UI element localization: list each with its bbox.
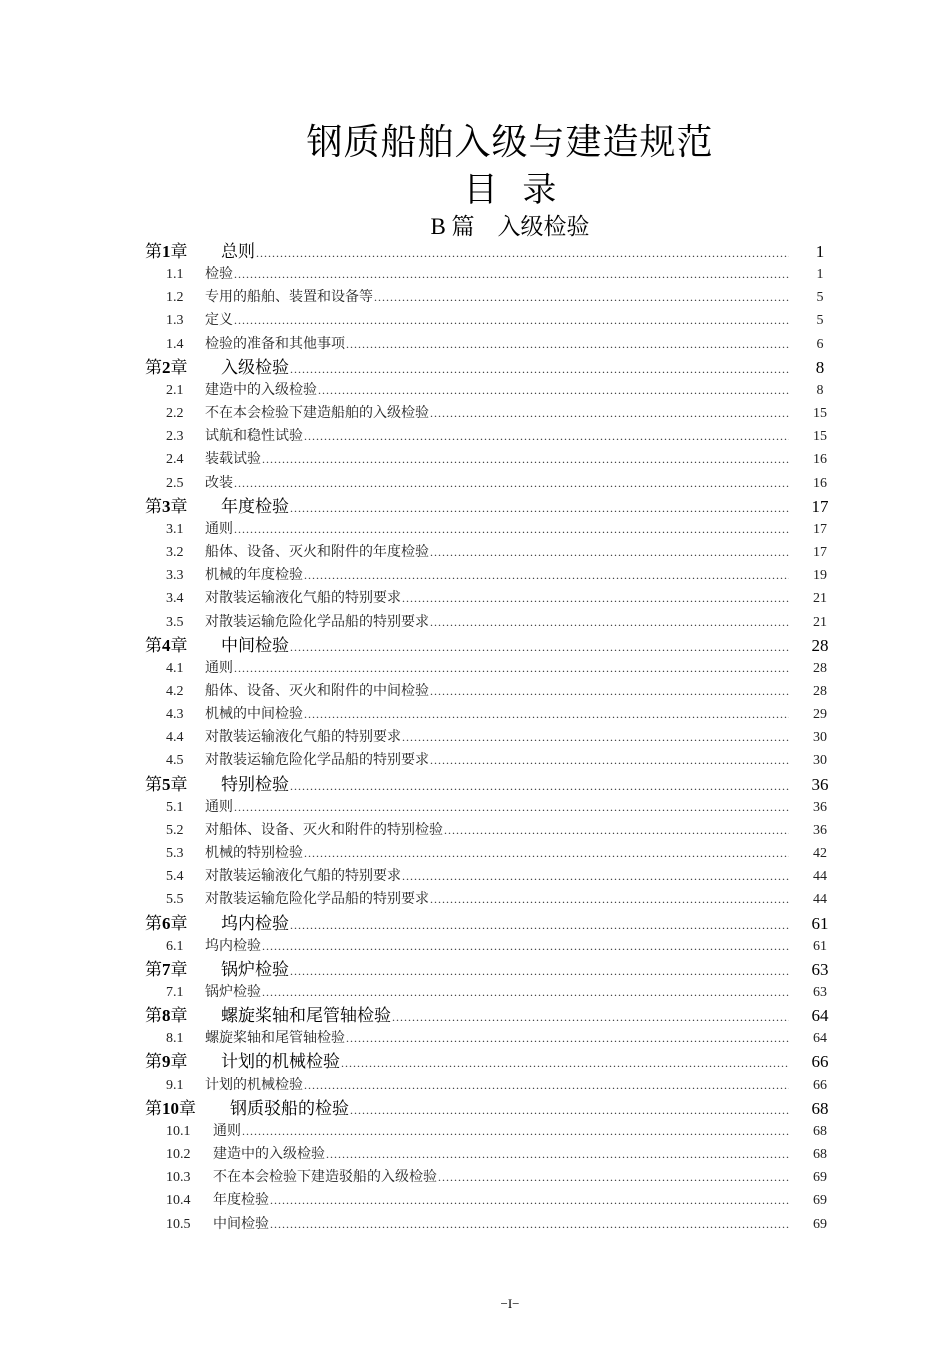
chapter-label: [145, 773, 221, 797]
section-title[interactable]: 检验: [205, 266, 233, 283]
page-number: 6: [816, 336, 824, 352]
chapter-number: 9: [162, 1052, 171, 1072]
page-number: 68: [813, 1123, 827, 1139]
section-entry[interactable]: [145, 611, 835, 634]
dot-leader: [402, 726, 789, 749]
section-title[interactable]: 建造中的入级检验: [205, 381, 317, 398]
dot-leader: [304, 564, 789, 587]
section-title[interactable]: 年度检验: [213, 1192, 269, 1209]
section-number: 5.1: [166, 799, 184, 815]
section-entry[interactable]: [145, 819, 835, 842]
chapter-number: 2: [162, 357, 171, 377]
section-title[interactable]: 坞内检验: [205, 937, 261, 954]
section-number: 7.1: [166, 985, 184, 1000]
page-number: 28: [811, 635, 829, 655]
section-entry[interactable]: [145, 1143, 835, 1166]
section-title[interactable]: 中间检验: [213, 1215, 269, 1232]
dot-leader: [234, 518, 789, 541]
chapter-suffix: 章: [170, 1052, 188, 1073]
section-entry[interactable]: [145, 1027, 835, 1050]
page-number: 17: [813, 545, 827, 561]
chapter-entry[interactable]: [145, 912, 835, 935]
section-number: 2.1: [166, 382, 184, 398]
chapter-prefix: 第: [145, 774, 162, 795]
chapter-label: [145, 495, 221, 519]
chapter-label: [145, 1050, 221, 1074]
dot-leader: [430, 611, 789, 634]
chapter-suffix: 章: [170, 913, 188, 934]
chapter-prefix: 第: [145, 1098, 162, 1119]
dot-leader: [290, 497, 789, 520]
section-number: 3.3: [166, 568, 184, 584]
page-number: 28: [813, 660, 827, 676]
section-entry[interactable]: [145, 796, 835, 819]
section-number: 2.5: [166, 475, 184, 491]
page-number: 69: [813, 1170, 827, 1186]
chapter-suffix: 章: [170, 959, 188, 980]
page-number: 5: [816, 290, 824, 306]
page-number: 1: [816, 267, 824, 283]
chapter-suffix: 章: [170, 1006, 188, 1027]
dot-leader: [304, 842, 789, 865]
page-number: 8: [815, 357, 825, 377]
chapter-number: 7: [162, 959, 171, 979]
dot-leader: [430, 749, 789, 772]
section-number: 10.2: [166, 1147, 191, 1163]
page-number: 68: [813, 1147, 827, 1163]
section-entry[interactable]: [145, 935, 835, 958]
section-entry[interactable]: [145, 1189, 835, 1212]
dot-leader: [304, 1074, 789, 1097]
section-entry[interactable]: [145, 1213, 835, 1236]
section-title[interactable]: 船体、设备、灭火和附件的年度检验: [205, 544, 429, 561]
page-number: 21: [813, 614, 827, 630]
chapter-prefix: 第: [145, 913, 162, 934]
section-title[interactable]: 对散装运输危险化学品船的特别要求: [205, 891, 429, 908]
chapter-prefix: 第: [145, 959, 162, 980]
chapter-label: [145, 1004, 221, 1028]
section-entry[interactable]: [145, 680, 835, 703]
section-title[interactable]: 锅炉检验: [205, 984, 261, 1000]
chapter-label: [145, 958, 221, 982]
dot-leader: [430, 541, 789, 564]
page-number: 64: [813, 1031, 827, 1047]
dot-leader: [402, 865, 789, 888]
chapter-title[interactable]: 计划的机械检验: [221, 1052, 340, 1073]
section-number: 1.4: [166, 336, 184, 352]
chapter-label: [145, 912, 221, 936]
page-number: 66: [813, 1077, 827, 1093]
chapter-entry[interactable]: [145, 634, 835, 657]
dot-leader: [290, 914, 789, 937]
section-entry[interactable]: [145, 472, 835, 495]
chapter-title[interactable]: 特别检验: [221, 774, 289, 795]
page-number: 16: [813, 475, 827, 491]
page-number: 1: [815, 242, 825, 261]
dot-leader: [444, 819, 789, 842]
section-number: 3.1: [166, 521, 184, 537]
page-number: 68: [811, 1098, 829, 1118]
chapter-number: 8: [162, 1006, 171, 1026]
dot-leader: [304, 425, 789, 448]
section-number: 4.4: [166, 730, 184, 746]
dot-leader: [350, 1099, 789, 1122]
part-heading: B 篇 入级检验: [430, 214, 590, 239]
section-entry[interactable]: [145, 518, 835, 541]
dot-leader: [234, 796, 789, 819]
chapter-prefix: 第: [145, 1006, 162, 1027]
page-number: 42: [813, 846, 827, 862]
section-title[interactable]: 机械的特别检验: [205, 845, 303, 862]
section-title[interactable]: 船体、设备、灭火和附件的中间检验: [205, 682, 429, 699]
chapter-number: 4: [162, 635, 171, 655]
section-number: 10.4: [166, 1193, 191, 1209]
dot-leader: [346, 333, 789, 356]
toc-heading: 目 录: [463, 170, 557, 210]
page-number: 66: [811, 1052, 829, 1072]
section-entry[interactable]: [145, 263, 835, 286]
chapter-label: [145, 634, 221, 658]
section-entry[interactable]: [145, 425, 835, 448]
section-number: 4.3: [166, 707, 184, 723]
section-entry[interactable]: [145, 286, 835, 309]
section-entry[interactable]: [145, 981, 835, 1004]
section-title[interactable]: 试航和稳性试验: [205, 428, 303, 445]
chapter-number: 5: [162, 774, 171, 794]
section-entry[interactable]: [145, 309, 835, 332]
section-entry[interactable]: [145, 1166, 835, 1189]
page-number: 16: [813, 452, 827, 468]
chapter-suffix: 章: [179, 1098, 196, 1119]
page-number: 29: [813, 707, 827, 723]
section-title[interactable]: 对散装运输液化气船的特别要求: [205, 729, 401, 746]
page-number-footer: −I−: [500, 1296, 520, 1311]
chapter-prefix: 第: [145, 357, 162, 378]
section-number: 4.5: [166, 753, 184, 769]
dot-leader: [262, 448, 789, 471]
section-entry[interactable]: [145, 402, 835, 425]
chapter-entry[interactable]: [145, 240, 835, 263]
chapter-title[interactable]: 钢质驳船的检验: [230, 1098, 349, 1119]
section-number: 1.2: [166, 290, 184, 306]
page-number: 61: [811, 913, 829, 933]
dot-leader: [374, 286, 789, 309]
section-entry[interactable]: [145, 448, 835, 471]
page-number: 30: [813, 753, 827, 769]
chapter-number: 3: [162, 496, 171, 516]
section-title[interactable]: 对船体、设备、灭火和附件的特别检验: [205, 821, 443, 838]
chapter-entry[interactable]: [145, 356, 835, 379]
dot-leader: [234, 657, 789, 680]
page-number: 64: [811, 1006, 829, 1026]
chapter-prefix: 第: [145, 242, 162, 262]
section-entry[interactable]: [145, 865, 835, 888]
page-number: 30: [813, 730, 827, 746]
chapter-prefix: 第: [145, 1052, 162, 1073]
page-number: 19: [813, 568, 827, 584]
chapter-prefix: 第: [145, 635, 162, 656]
chapter-title[interactable]: 中间检验: [221, 635, 289, 656]
chapter-number: 1: [162, 242, 171, 261]
section-entry[interactable]: [145, 587, 835, 610]
dot-leader: [402, 587, 789, 610]
chapter-entry[interactable]: [145, 958, 835, 981]
chapter-suffix: 章: [170, 496, 188, 517]
section-title[interactable]: 通则: [205, 520, 233, 537]
dot-leader: [290, 775, 789, 798]
section-entry[interactable]: [145, 703, 835, 726]
chapter-title[interactable]: 锅炉检验: [221, 959, 289, 980]
page-number: 63: [811, 959, 829, 979]
page-number: 28: [813, 683, 827, 699]
chapter-suffix: 章: [170, 357, 188, 378]
section-number: 3.2: [166, 545, 184, 561]
dot-leader: [430, 680, 789, 703]
dot-leader: [304, 703, 789, 726]
page-number: 17: [813, 521, 827, 537]
dot-leader: [270, 1213, 789, 1236]
section-title[interactable]: 计划的机械检验: [205, 1076, 303, 1093]
section-number: 10.1: [166, 1123, 191, 1139]
section-title[interactable]: 检验的准备和其他事项: [205, 335, 345, 352]
dot-leader: [392, 1006, 789, 1029]
section-title[interactable]: 不在本会检验下建造船舶的入级检验: [205, 405, 429, 422]
section-number: 3.4: [166, 591, 184, 607]
section-number: 2.2: [166, 406, 184, 422]
section-number: 1.1: [166, 267, 184, 283]
section-title[interactable]: 专用的船舶、装置和设备等: [205, 289, 373, 306]
dot-leader: [290, 358, 789, 381]
chapter-entry[interactable]: [145, 1004, 835, 1027]
dot-leader: [318, 379, 789, 402]
section-title[interactable]: 螺旋桨轴和尾管轴检验: [205, 1030, 345, 1047]
dot-leader: [242, 1120, 789, 1143]
dot-leader: [326, 1143, 789, 1166]
chapter-entry[interactable]: [145, 773, 835, 796]
page-number: 5: [816, 313, 824, 329]
page-number: 17: [811, 496, 829, 516]
chapter-entry[interactable]: [145, 495, 835, 518]
page-number: 61: [813, 938, 827, 954]
dot-leader: [262, 981, 789, 1004]
page-number: 69: [813, 1216, 827, 1232]
section-entry[interactable]: [145, 541, 835, 564]
page-number: 21: [813, 591, 827, 607]
section-number: 10.3: [166, 1170, 191, 1186]
section-number: 10.5: [166, 1216, 191, 1232]
section-title[interactable]: 定义: [205, 312, 233, 329]
section-number: 2.4: [166, 452, 184, 468]
page-number: 36: [813, 822, 827, 838]
page-number: 44: [813, 892, 827, 908]
dot-leader: [256, 242, 789, 265]
chapter-title[interactable]: 坞内检验: [221, 913, 289, 934]
section-title[interactable]: 装载试验: [205, 451, 261, 468]
section-number: 4.1: [166, 660, 184, 676]
section-entry[interactable]: [145, 749, 835, 772]
section-title[interactable]: 改装: [205, 474, 233, 491]
section-title[interactable]: 对散装运输液化气船的特别要求: [205, 868, 401, 885]
section-title[interactable]: 不在本会检验下建造驳船的入级检验: [213, 1169, 437, 1186]
section-number: 3.5: [166, 614, 184, 630]
chapter-title[interactable]: 年度检验: [221, 496, 289, 517]
dot-leader: [438, 1166, 789, 1189]
chapter-label: [145, 1097, 230, 1121]
dot-leader: [430, 888, 789, 911]
section-title[interactable]: 对散装运输危险化学品船的特别要求: [205, 613, 429, 630]
dot-leader: [234, 309, 789, 332]
section-entry[interactable]: [145, 1120, 835, 1143]
section-title[interactable]: 对散装运输液化气船的特别要求: [205, 590, 401, 607]
page-number: 15: [813, 406, 827, 422]
dot-leader: [430, 402, 789, 425]
table-of-contents: [145, 240, 835, 1236]
chapter-label: [145, 240, 221, 264]
chapter-suffix: 章: [170, 242, 188, 262]
dot-leader: [346, 1027, 789, 1050]
section-title[interactable]: 机械的中间检验: [205, 706, 303, 723]
dot-leader: [234, 263, 789, 286]
section-title[interactable]: 建造中的入级检验: [213, 1146, 325, 1163]
page-number: 8: [816, 382, 824, 398]
chapter-title[interactable]: 总则: [221, 242, 255, 262]
section-title[interactable]: 通则: [205, 659, 233, 676]
section-entry[interactable]: [145, 657, 835, 680]
chapter-label: [145, 356, 221, 380]
section-title[interactable]: 对散装运输危险化学品船的特别要求: [205, 752, 429, 769]
section-number: 5.3: [166, 846, 184, 862]
chapter-title[interactable]: 入级检验: [221, 357, 289, 378]
section-entry[interactable]: [145, 1074, 835, 1097]
section-entry[interactable]: [145, 842, 835, 865]
section-number: 5.4: [166, 869, 184, 885]
section-number: 5.5: [166, 892, 184, 908]
page-number: 15: [813, 429, 827, 445]
section-number: 4.2: [166, 683, 184, 699]
dot-leader: [290, 636, 789, 659]
document-title: 钢质船舶入级与建造规范: [306, 122, 714, 163]
chapter-prefix: 第: [145, 496, 162, 517]
section-number: 9.1: [166, 1077, 184, 1093]
dot-leader: [234, 472, 789, 495]
chapter-entry[interactable]: [145, 1097, 835, 1120]
dot-leader: [341, 1052, 789, 1075]
page-number: 36: [811, 774, 829, 794]
chapter-suffix: 章: [170, 774, 188, 795]
section-entry[interactable]: [145, 564, 835, 587]
chapter-suffix: 章: [170, 635, 188, 656]
dot-leader: [270, 1189, 789, 1212]
section-number: 8.1: [166, 1031, 184, 1047]
page-number: 69: [813, 1193, 827, 1209]
page-number: 63: [813, 985, 827, 1000]
section-entry[interactable]: [145, 333, 835, 356]
section-entry[interactable]: [145, 888, 835, 911]
section-title[interactable]: 机械的年度检验: [205, 567, 303, 584]
section-title[interactable]: 通则: [205, 798, 233, 815]
section-number: 5.2: [166, 822, 184, 838]
section-entry[interactable]: [145, 379, 835, 402]
section-number: 2.3: [166, 429, 184, 445]
chapter-entry[interactable]: [145, 1050, 835, 1073]
section-number: 1.3: [166, 313, 184, 329]
section-title[interactable]: 通则: [213, 1122, 241, 1139]
section-entry[interactable]: [145, 726, 835, 749]
chapter-number: 6: [162, 913, 171, 933]
chapter-title[interactable]: 螺旋桨轴和尾管轴检验: [221, 1006, 391, 1027]
dot-leader: [262, 935, 789, 958]
chapter-number: 10: [162, 1098, 179, 1118]
section-number: 6.1: [166, 938, 184, 954]
page-number: 44: [813, 869, 827, 885]
page-number: 36: [813, 799, 827, 815]
dot-leader: [290, 960, 789, 983]
